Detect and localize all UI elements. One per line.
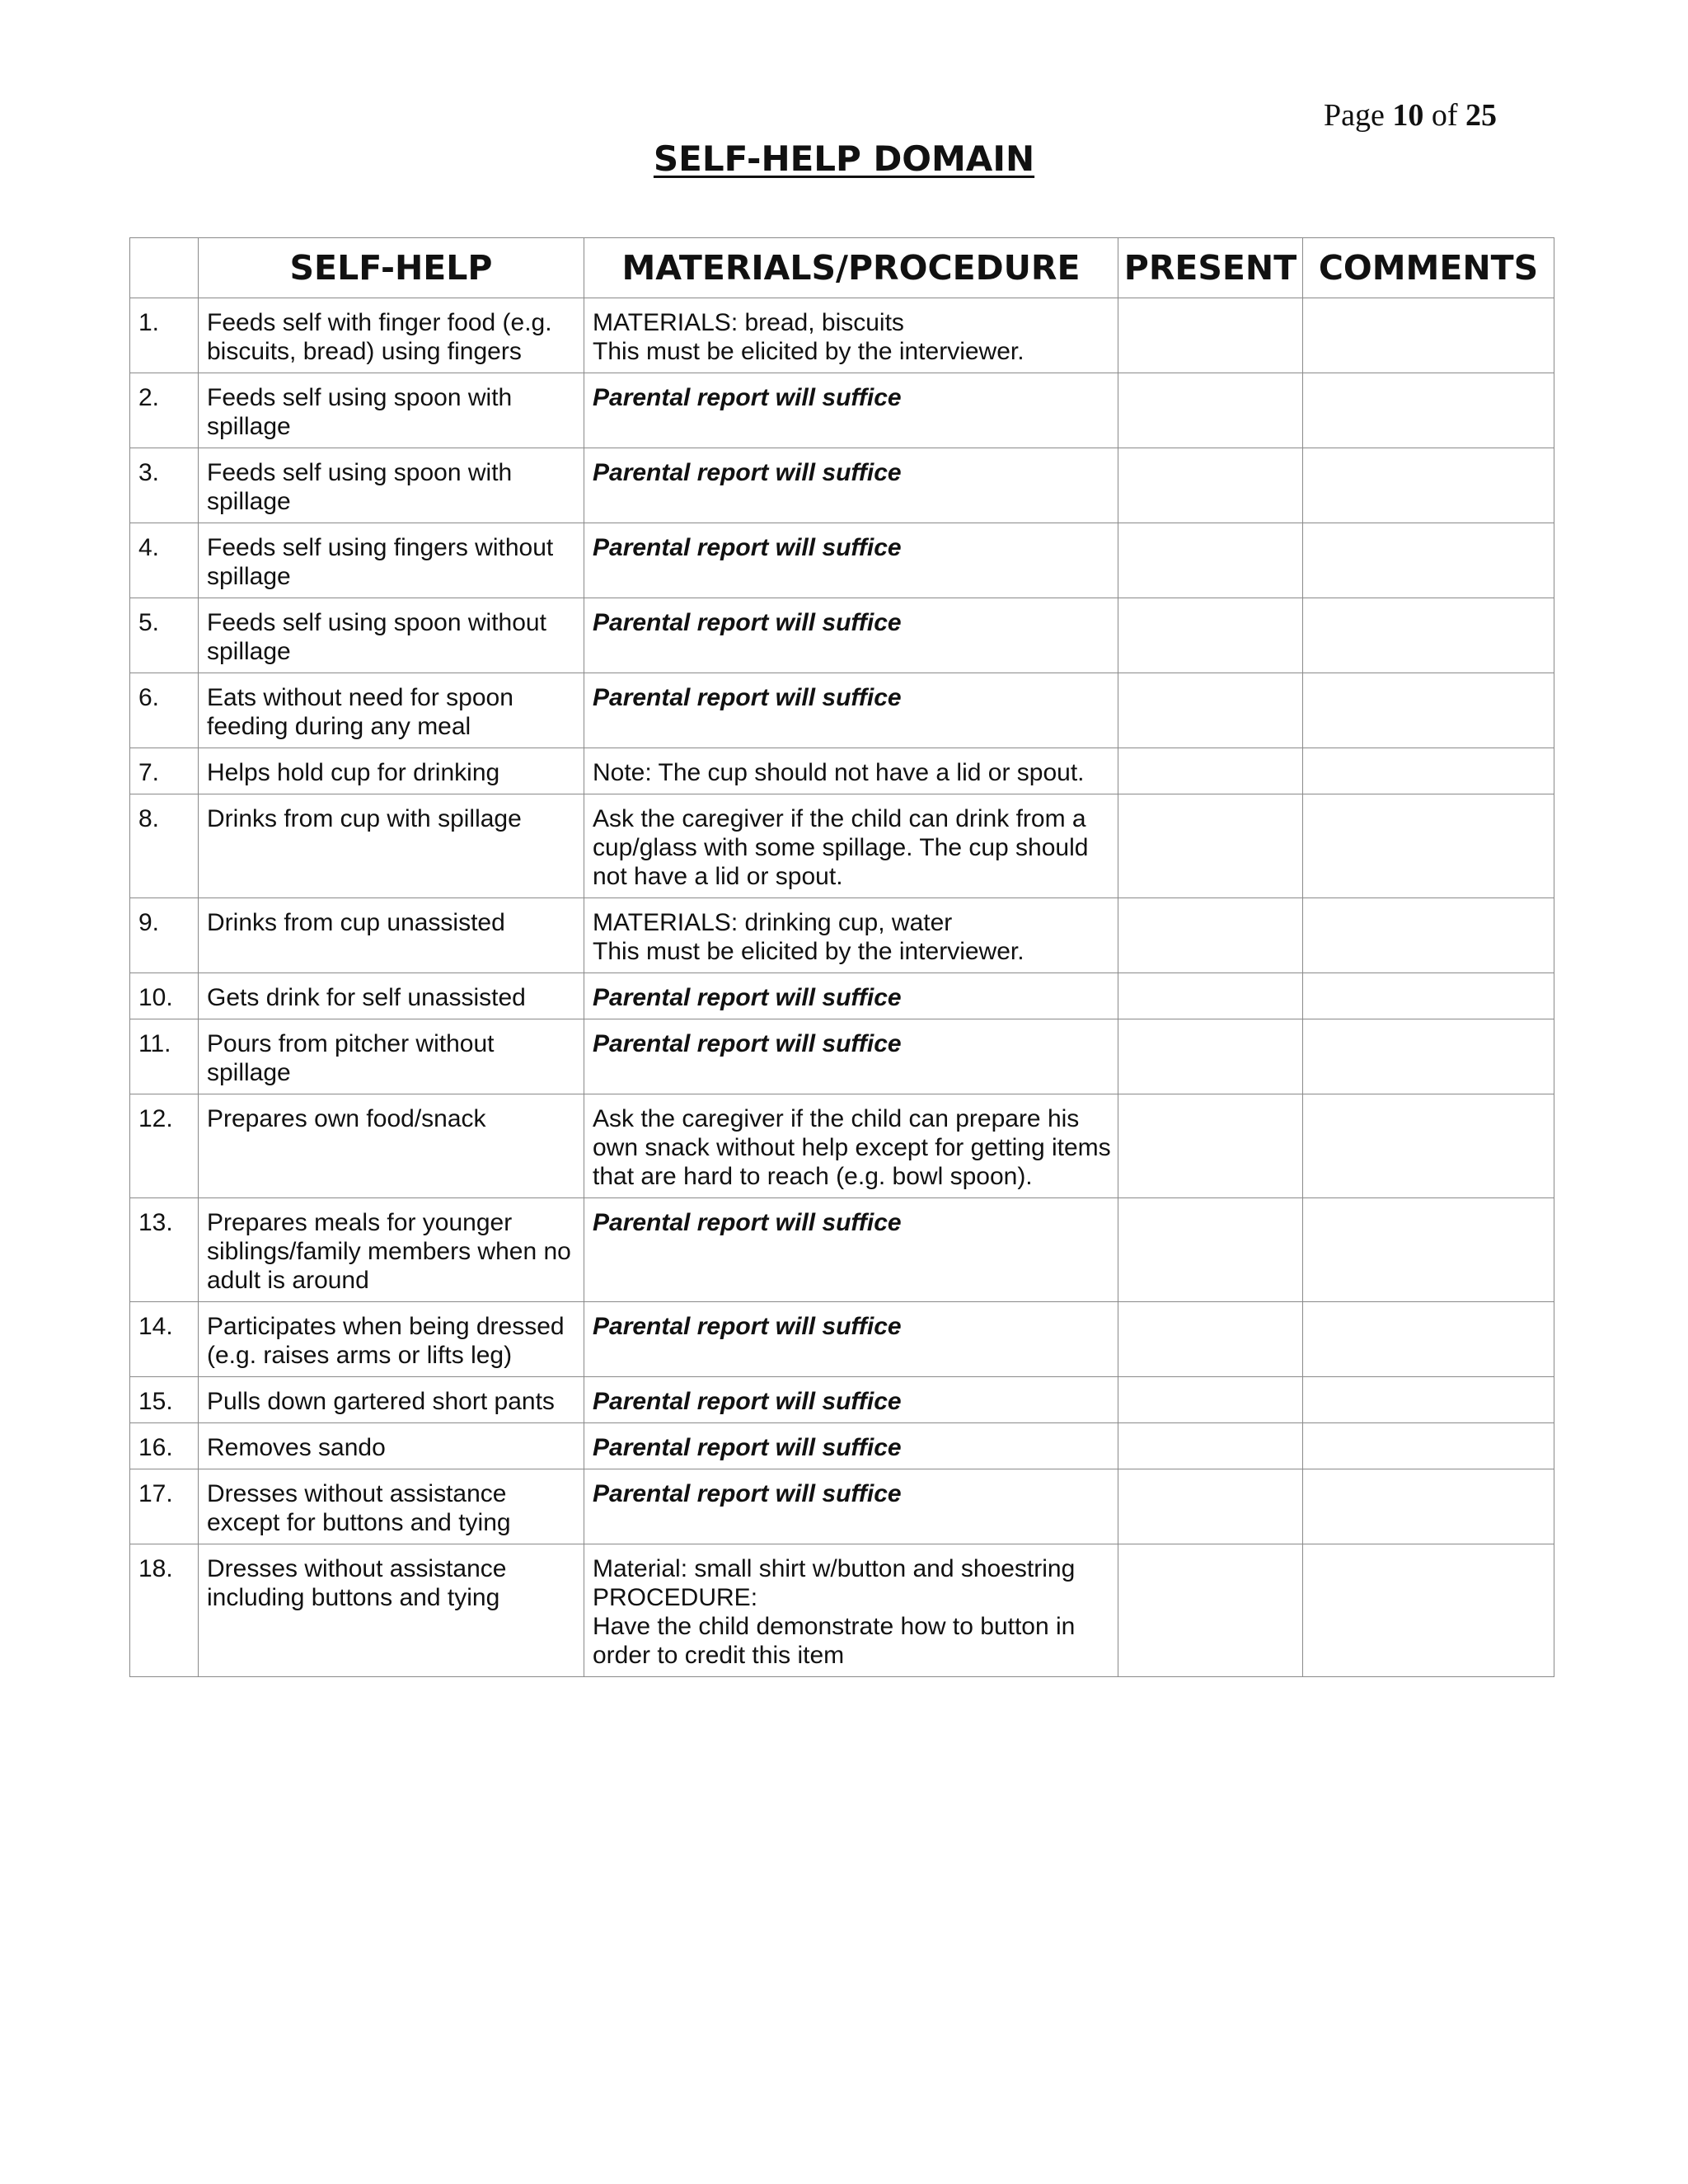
table-row — [130, 1469, 1554, 1544]
materials-line: MATERIALS: drinking cup, water — [593, 909, 953, 936]
materials-line: Parental report will suffice — [593, 684, 902, 711]
comments-cell[interactable] — [1303, 373, 1554, 448]
materials-procedure-cell — [584, 448, 1118, 523]
present-cell[interactable] — [1118, 673, 1303, 748]
self-help-table — [129, 237, 1554, 1677]
table-row — [130, 448, 1554, 523]
item-number: 3. — [130, 448, 199, 523]
table-row — [130, 1302, 1554, 1377]
materials-procedure-cell — [584, 973, 1118, 1019]
materials-procedure-cell — [584, 1423, 1118, 1469]
item-number: 7. — [130, 748, 199, 794]
header-number — [130, 238, 199, 298]
self-help-item: Eats without need for spoon feeding during any meal — [199, 673, 584, 748]
header-present: PRESENT — [1118, 238, 1303, 298]
present-cell[interactable] — [1118, 748, 1303, 794]
table-row — [130, 373, 1554, 448]
self-help-item: Drinks from cup unassisted — [199, 898, 584, 973]
materials-line: MATERIALS: bread, biscuits — [593, 309, 904, 336]
page-label: Page — [1323, 98, 1385, 133]
present-cell[interactable] — [1118, 1302, 1303, 1377]
self-help-item: Feeds self using spoon with spillage — [199, 373, 584, 448]
table-row — [130, 1094, 1554, 1198]
header-comments: COMMENTS — [1303, 238, 1554, 298]
comments-cell[interactable] — [1303, 1469, 1554, 1544]
comments-cell[interactable] — [1303, 1198, 1554, 1302]
item-number: 9. — [130, 898, 199, 973]
self-help-item: Gets drink for self unassisted — [199, 973, 584, 1019]
self-help-item: Dresses without assistance including buttons and tying — [199, 1544, 584, 1677]
present-cell[interactable] — [1118, 298, 1303, 373]
item-number: 11. — [130, 1019, 199, 1094]
materials-line: Parental report will suffice — [593, 1209, 902, 1236]
table-row — [130, 1423, 1554, 1469]
table-header-row — [130, 238, 1554, 298]
table-row — [130, 898, 1554, 973]
materials-line: Note: The cup should not have a lid or spout. — [593, 759, 1085, 786]
self-help-item: Feeds self using spoon with spillage — [199, 448, 584, 523]
materials-procedure-cell — [584, 748, 1118, 794]
materials-line: PROCEDURE: — [593, 1584, 758, 1611]
page-current: 10 — [1392, 98, 1424, 133]
materials-procedure-cell — [584, 673, 1118, 748]
self-help-item: Feeds self using spoon without spillage — [199, 598, 584, 673]
page-number — [1324, 97, 1497, 134]
comments-cell[interactable] — [1303, 973, 1554, 1019]
materials-line: Have the child demonstrate how to button in order to credit this item — [593, 1613, 1076, 1669]
self-help-item: Prepares meals for younger siblings/family members when no adult is around — [199, 1198, 584, 1302]
materials-procedure-cell — [584, 794, 1118, 898]
item-number: 15. — [130, 1377, 199, 1423]
materials-procedure-cell — [584, 1302, 1118, 1377]
table-row — [130, 1198, 1554, 1302]
table-row — [130, 298, 1554, 373]
comments-cell[interactable] — [1303, 1302, 1554, 1377]
materials-line: Ask the caregiver if the child can prepare his own snack without help except for getting items that are hard to reach (e.g. bowl spoon). — [593, 1105, 1111, 1190]
self-help-item: Participates when being dressed (e.g. raises arms or lifts leg) — [199, 1302, 584, 1377]
self-help-item: Removes sando — [199, 1423, 584, 1469]
comments-cell[interactable] — [1303, 1019, 1554, 1094]
materials-procedure-cell — [584, 1094, 1118, 1198]
self-help-item: Dresses without assistance except for buttons and tying — [199, 1469, 584, 1544]
present-cell[interactable] — [1118, 1094, 1303, 1198]
comments-cell[interactable] — [1303, 523, 1554, 598]
materials-line: Parental report will suffice — [593, 1434, 902, 1461]
materials-line: Parental report will suffice — [593, 1030, 902, 1057]
comments-cell[interactable] — [1303, 748, 1554, 794]
item-number: 4. — [130, 523, 199, 598]
table-row — [130, 794, 1554, 898]
item-number: 1. — [130, 298, 199, 373]
table-row — [130, 1377, 1554, 1423]
comments-cell[interactable] — [1303, 794, 1554, 898]
present-cell[interactable] — [1118, 1198, 1303, 1302]
table-row — [130, 673, 1554, 748]
comments-cell[interactable] — [1303, 1423, 1554, 1469]
self-help-table-container — [129, 237, 1554, 1677]
materials-procedure-cell — [584, 898, 1118, 973]
materials-procedure-cell — [584, 1544, 1118, 1677]
materials-procedure-cell — [584, 1198, 1118, 1302]
materials-line: Parental report will suffice — [593, 1480, 902, 1507]
materials-line: Parental report will suffice — [593, 1313, 902, 1340]
page-of-label: of — [1431, 98, 1458, 133]
comments-cell[interactable] — [1303, 598, 1554, 673]
header-materials-procedure: MATERIALS/PROCEDURE — [584, 238, 1118, 298]
present-cell[interactable] — [1118, 1544, 1303, 1677]
materials-procedure-cell — [584, 373, 1118, 448]
comments-cell[interactable] — [1303, 448, 1554, 523]
self-help-item: Feeds self with finger food (e.g. biscuits, bread) using fingers — [199, 298, 584, 373]
materials-procedure-cell — [584, 523, 1118, 598]
present-cell[interactable] — [1118, 598, 1303, 673]
table-row — [130, 598, 1554, 673]
self-help-item: Pulls down gartered short pants — [199, 1377, 584, 1423]
present-cell[interactable] — [1118, 523, 1303, 598]
item-number: 18. — [130, 1544, 199, 1677]
table-row — [130, 748, 1554, 794]
item-number: 13. — [130, 1198, 199, 1302]
item-number: 2. — [130, 373, 199, 448]
item-number: 14. — [130, 1302, 199, 1377]
self-help-item: Feeds self using fingers without spillage — [199, 523, 584, 598]
materials-line: Parental report will suffice — [593, 459, 902, 486]
present-cell[interactable] — [1118, 448, 1303, 523]
item-number: 6. — [130, 673, 199, 748]
present-cell[interactable] — [1118, 794, 1303, 898]
self-help-item: Prepares own food/snack — [199, 1094, 584, 1198]
item-number: 5. — [130, 598, 199, 673]
comments-cell[interactable] — [1303, 898, 1554, 973]
materials-line: This must be elicited by the interviewer. — [593, 338, 1025, 365]
present-cell[interactable] — [1118, 973, 1303, 1019]
header-self-help: SELF-HELP — [199, 238, 584, 298]
table-row — [130, 1544, 1554, 1677]
present-cell[interactable] — [1118, 1469, 1303, 1544]
item-number: 17. — [130, 1469, 199, 1544]
materials-procedure-cell — [584, 1019, 1118, 1094]
materials-procedure-cell — [584, 1469, 1118, 1544]
materials-line: Parental report will suffice — [593, 534, 902, 561]
comments-cell[interactable] — [1303, 1377, 1554, 1423]
materials-procedure-cell — [584, 598, 1118, 673]
present-cell[interactable] — [1118, 1019, 1303, 1094]
present-cell[interactable] — [1118, 373, 1303, 448]
item-number: 10. — [130, 973, 199, 1019]
table-body — [130, 298, 1554, 1677]
present-cell[interactable] — [1118, 1377, 1303, 1423]
materials-line: Parental report will suffice — [593, 984, 902, 1011]
item-number: 16. — [130, 1423, 199, 1469]
comments-cell[interactable] — [1303, 298, 1554, 373]
present-cell[interactable] — [1118, 898, 1303, 973]
table-row — [130, 1019, 1554, 1094]
materials-line: Parental report will suffice — [593, 1388, 902, 1415]
comments-cell[interactable] — [1303, 673, 1554, 748]
materials-line: Parental report will suffice — [593, 609, 902, 636]
materials-line: Ask the caregiver if the child can drink from a cup/glass with some spillage. The cup should not have a lid or spout. — [593, 805, 1089, 890]
table-row — [130, 973, 1554, 1019]
materials-line: Material: small shirt w/button and shoestring — [593, 1555, 1076, 1582]
table-row — [130, 523, 1554, 598]
item-number: 8. — [130, 794, 199, 898]
document-title: SELF-HELP DOMAIN — [653, 138, 1035, 179]
comments-cell[interactable] — [1303, 1544, 1554, 1677]
materials-line: This must be elicited by the interviewer. — [593, 938, 1025, 965]
item-number: 12. — [130, 1094, 199, 1198]
materials-procedure-cell — [584, 1377, 1118, 1423]
page-total: 25 — [1465, 98, 1497, 133]
self-help-item: Pours from pitcher without spillage — [199, 1019, 584, 1094]
materials-procedure-cell — [584, 298, 1118, 373]
present-cell[interactable] — [1118, 1423, 1303, 1469]
self-help-item: Drinks from cup with spillage — [199, 794, 584, 898]
self-help-item: Helps hold cup for drinking — [199, 748, 584, 794]
comments-cell[interactable] — [1303, 1094, 1554, 1198]
materials-line: Parental report will suffice — [593, 384, 902, 411]
